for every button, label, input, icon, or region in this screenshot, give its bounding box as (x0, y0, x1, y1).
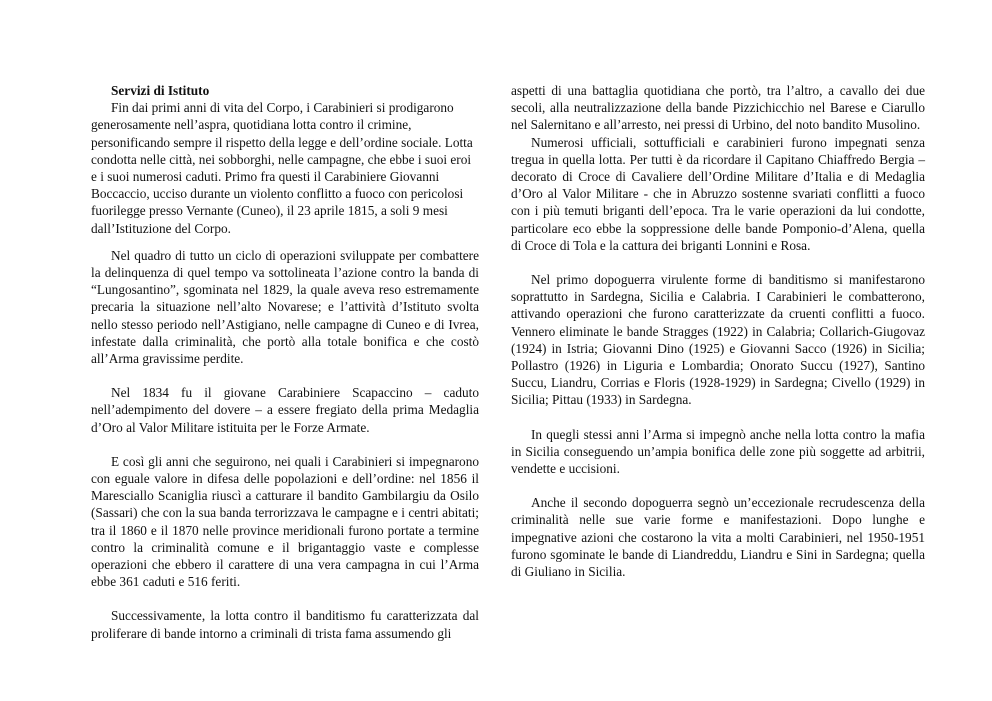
paragraph: Numerosi ufficiali, sottufficiali e carabinieri furono impegnati senza tregua in quella lotta. Per tutti è da ricordare il Capitano Chiaffredo Bergia – decorato di Croce di Cavaliere dell’Ordine Militare d’Italia e di Medaglia d’Oro al Valor Militare - che in Abruzzo sostenne svariati conflitti a fuoco con i più temuti briganti dell’epoca. Tra le varie operazioni da lui condotte, particolare eco ebbe la soppressione delle bande Pomponio-d’Alena, quella di Croce di Tola e la cattura dei briganti Lonnini e Rosa. (511, 134, 925, 253)
paragraph: Nel 1834 fu il giovane Carabiniere Scapaccino – caduto nell’adempimento del dovere – a essere fregiato della prima Medaglia d’Oro al Valor Militare istituita per le Forze Armate. (91, 385, 479, 435)
right-column (511, 82, 925, 580)
left-column (91, 82, 479, 642)
paragraph: aspetti di una battaglia quotidiana che portò, tra l’altro, a cavallo dei due secoli, alla neutralizzazione della bande Pizzichicchio nel Barese e Ciarullo nel Salernitano e all’arresto, nei pressi di Urbino, del noto bandito Musolino. (511, 83, 925, 133)
paragraph: Successivamente, la lotta contro il banditismo fu caratterizzata dal proliferare di bande intorno a criminali di trista fama assumendo gli (91, 608, 479, 641)
paragraph: In quegli stessi anni l’Arma si impegnò anche nella lotta contro la mafia in Sicilia conseguendo un’ampia bonifica delle zone più soggette ad arbitrii, vendette e uccisioni. (511, 426, 925, 477)
paragraph: Fin dai primi anni di vita del Corpo, i Carabinieri si prodigarono generosamente nell’aspra, quotidiana lotta contro il crimine, personificando sempre il rispetto della legge e dell’ordine sociale. Lotta condotta nelle città, nei sobborghi, nelle campagne, che ebbe i suoi eroi e i suoi numerosi caduti. Primo fra questi il Carabiniere Giovanni Boccaccio, ucciso durante un violento conflitto a fuoco con pericolosi fuorilegge presso Vernante (Cuneo), il 23 aprile 1815, a soli 9 mesi dall’Istituzione del Corpo. (91, 100, 473, 236)
section-heading: Servizi di Istituto (111, 83, 210, 98)
paragraph: Nel quadro di tutto un ciclo di operazioni sviluppate per combattere la delinquenza di quel tempo va sottolineata l’azione contro la banda di “Lungosantino”, sgominata nel 1829, la quale aveva reso estremamente precaria la situazione nell’alto Novarese; e l’attività d’Istituto svolta nello stesso periodo nell’Astigiano, nelle campagne di Cuneo e di Ivrea, infestate dalla criminalità, che portò alla totale bonifica e che costò all’Arma gravissime perdite. (91, 247, 479, 367)
paragraph: Anche il secondo dopoguerra segnò un’eccezionale recrudescenza della criminalità nelle sue varie forme e manifestazioni. Dopo lunghe e impegnative azioni che costarono la vita a molti Carabinieri, nel 1950-1951 furono sgominate le bande di Liandreddu, Liandru e Sini in Sardegna; quella di Giuliano in Sicilia. (511, 495, 925, 580)
paragraph: E così gli anni che seguirono, nei quali i Carabinieri si impegnarono con eguale valore in difesa delle popolazioni e dell’ordine: nel 1856 il Maresciallo Scaniglia riuscì a catturare il bandito Gambilargiu da Osilo (Sassari) che con la sua banda terrorizzava le campagne e i centri abitati; tra il 1860 e il 1870 nelle province meridionali furono portate a termine contro la criminalità comune e il brigantaggio vaste e complesse operazioni che ebbero il carattere di una vera campagna in cui l’Arma ebbe 361 caduti e 516 feriti. (91, 453, 479, 590)
paragraph: Nel primo dopoguerra virulente forme di banditismo si manifestarono soprattutto in Sardegna, Sicilia e Calabria. I Carabinieri le combatterono, attivando operazioni che furono caratterizzate da cruenti conflitti a fuoco. Vennero eliminate le bande Stragges (1922) in Calabria; Collarich-Giugovaz (1924) in Istria; Giovanni Dino (1925) e Giovanni Sacco (1926) in Sicilia; Pollastro (1926) in Liguria e Lombardia; Onorato Succu (1927), Santino Succu, Liandru, Corrias e Floris (1928-1929) in Sardegna; Civello (1929) in Sicilia; Pittau (1933) in Sardegna. (511, 272, 925, 408)
